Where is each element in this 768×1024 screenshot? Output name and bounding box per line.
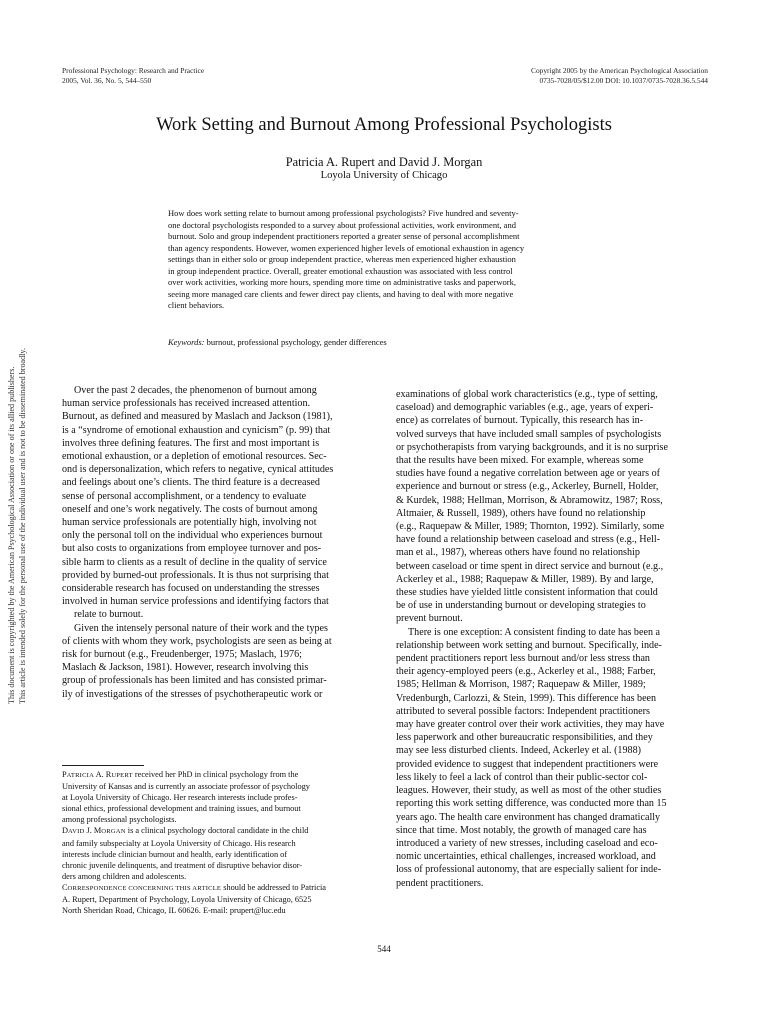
abstract-line: settings than in either solo or group independent practice, whereas men experienced higher exhaustion [168, 254, 516, 265]
body-line: since that time. Most notably, the growth of managed care has [396, 824, 647, 836]
body-line: relate to burnout. [74, 609, 144, 621]
body-line: involved in human service professions and identifying factors that [62, 596, 329, 608]
note-line: chronic juvenile delinquents, and treatment of disruptive behavior disor- [62, 860, 303, 870]
note-line: North Sheridan Road, Chicago, IL 60626. E-mail: prupert@luc.edu [62, 906, 286, 916]
body-line: volved surveys that have included small samples of psychologists [396, 428, 662, 440]
body-line: considerable research has focused on understanding the stresses [62, 583, 320, 595]
keywords-label: Keywords: [168, 337, 205, 347]
body-line: may see less disturbed clients. Indeed, Ackerley et al. (1988) [396, 745, 641, 757]
body-line: less paperwork and other bureaucratic responsibilities, and they [396, 732, 653, 744]
abstract-line: seeing more managed care clients and fewer direct pay clients, and having to deal with more negative [168, 288, 514, 299]
body-line: of clients with whom they work, psychologists are seen as being at [62, 635, 332, 647]
body-line: or psychotherapists from varying backgrounds, and it is no surprise [396, 441, 668, 453]
body-line: relationship between work setting and burnout. Specifically, inde- [396, 639, 662, 651]
correspondence-first-line: CORRESPONDENCE CONCERNING THIS ARTICLE should be addressed to Patricia [62, 882, 326, 892]
keywords [168, 337, 604, 348]
volume-info: 2005, Vol. 36, No. 5, 544–550 [62, 75, 152, 85]
body-line: human service professionals are potentially high, involving not [62, 517, 317, 529]
body-line: Given the intensely personal nature of their work and the types [74, 622, 328, 634]
body-line: & Kurdek, 1988; Hellman, Morrison, & Abramowitz, 1987; Ross, [396, 494, 663, 506]
body-line: be of use in understanding burnout or developing strategies to [396, 600, 646, 612]
body-line: studies have found a negative correlation between age or years of [396, 468, 661, 480]
body-line: have found a relationship between caseload and stress (e.g., Hell- [396, 534, 661, 546]
body-line: ence) as correlates of burnout. Typically, this research has in- [396, 415, 644, 427]
body-line: may have greater control over their work activities, they may have [396, 719, 665, 731]
body-line: less likely to feel a lack of control than their public-sector col- [396, 771, 648, 783]
body-line: caseload) and demographic variables (e.g., age, years of experi- [396, 402, 654, 414]
note-line: and family subspecialty at Loyola University of Chicago. His research [62, 838, 296, 848]
morgan-note-first-line: DAVID J. MORGAN is a clinical psychology doctoral candidate in the child [62, 826, 309, 836]
keywords-list: burnout, professional psychology, gender differences [204, 337, 387, 347]
body-column-right [396, 388, 708, 890]
side-notice-line: This article is intended solely for the personal use of the individual user and is not to be disseminated broadly. [18, 348, 27, 704]
body-line: sible harm to clients as a result of decline in the quality of service [62, 556, 327, 568]
body-line: Vredenburgh, Carlozzi, & Stein, 1999). This difference has been [396, 692, 657, 704]
body-line: ond is depersonalization, which refers to negative, cynical attitudes [62, 464, 334, 476]
article-title: Work Setting and Burnout Among Professional Psychologists [156, 115, 612, 135]
body-line: introduced a variety of new stresses, including caseload and eco- [396, 837, 658, 849]
abstract [168, 208, 604, 312]
body-line: provided evidence to suggest that independent practitioners were [396, 758, 659, 770]
journal-name: Professional Psychology: Research and Practice [62, 66, 205, 75]
body-line: pendent practitioners. [396, 877, 484, 889]
note-line: A. Rupert, Department of Psychology, Loyola University of Chicago, 6525 [62, 895, 312, 905]
copyright-side-notice [6, 284, 28, 704]
copyright-line: Copyright 2005 by the American Psychological Association [531, 66, 708, 75]
body-line: group of professionals has been limited and has consisted primar- [62, 675, 327, 687]
body-line: their agency-employed peers (e.g., Ackerley et al., 1988; Farber, [396, 666, 656, 678]
body-line: pendent practitioners report less burnout and/or less stress than [396, 653, 650, 665]
body-line: man et al., 1987), whereas others have found no relationship [396, 547, 640, 559]
note-line: ders among children and adolescents. [62, 871, 187, 881]
body-line: oneself and one’s work negatively. The costs of burnout among [62, 503, 318, 515]
body-line: only the personal toll on the individual who experiences burnout [62, 530, 323, 542]
body-line: Burnout, as defined and measured by Maslach and Jackson (1981), [62, 411, 333, 423]
body-line: (e.g., Raquepaw & Miller, 1989; Thornton, 1992). Similarly, some [396, 521, 665, 533]
abstract-line: burnout. Solo and group independent practitioners reported a greater sense of personal accomplishment [168, 231, 520, 242]
abstract-line: over work activities, working more hours, spending more time on administrative tasks and paperwork, [168, 277, 516, 288]
article-authors: Patricia A. Rupert and David J. Morgan [285, 155, 483, 169]
abstract-line: one doctoral psychologists responded to a survey about professional activities, work environment, and [168, 219, 516, 230]
body-line: emotional exhaustion, or a depletion of emotional resources. Sec- [62, 451, 327, 463]
body-line: risk for burnout (e.g., Freudenberger, 1975; Maslach, 1976; [62, 649, 302, 661]
footnote-rule [62, 765, 144, 766]
note-line: interests include clinician burnout and health, early identification of [62, 849, 288, 859]
body-line: reporting this work setting difference, was conducted more than 15 [396, 798, 667, 810]
body-line: is a “syndrome of emotional exhaustion and cynicism” (p. 99) that [62, 424, 331, 436]
body-line: ily of investigations of the stresses of psychotherapeutic work or [62, 688, 323, 700]
body-line: Over the past 2 decades, the phenomenon of burnout among [74, 385, 317, 396]
body-line: examinations of global work characteristics (e.g., type of setting, [396, 389, 658, 400]
abstract-line: How does work setting relate to burnout among professional psychologists? Five hundred and seventy- [168, 208, 519, 218]
body-line: between caseload or time spent in direct service and burnout (e.g., [396, 560, 664, 572]
body-line: prevent burnout. [396, 613, 463, 625]
note-line: sional ethics, professional development and training issues, and burnout [62, 804, 301, 814]
body-line: 1985; Hellman & Morrison, 1987; Raquepaw & Miller, 1989; [396, 679, 646, 691]
body-line: that the results have been mixed. For example, whereas some [396, 455, 644, 467]
body-line: human service professionals has received increased attention. [62, 398, 311, 410]
note-line: among professional psychologists. [62, 815, 177, 825]
body-line: involves three defining features. The first and most important is [62, 437, 320, 449]
page-number: 544 [377, 944, 391, 954]
doi-line: 0735-7028/05/$12.00 DOI: 10.1037/0735-7028.36.5.544 [539, 75, 708, 85]
body-column-left [62, 384, 374, 701]
body-line: provided by burned-out professionals. It is thus not surprising that [62, 569, 329, 581]
rupert-note-first-line: PATRICIA A. RUPERT received her PhD in clinical psychology from the [62, 770, 299, 779]
abstract-line: in group independent practice. Overall, greater emotional exhaustion was associated with less control [168, 265, 513, 276]
side-notice-line: This document is copyrighted by the American Psychological Association or one of its allied publishers. [7, 366, 16, 704]
body-line: experience and burnout or stress (e.g., Ackerley, Burnell, Holder, [396, 481, 659, 493]
author-notes [62, 769, 374, 916]
body-line: Ackerley et al., 1988; Raquepaw & Miller, 1989). By and large, [396, 573, 654, 585]
running-header-left [62, 66, 204, 85]
note-line: at Loyola University of Chicago. Her research interests include profes- [62, 793, 298, 803]
abstract-line: than agency respondents. However, women experienced higher levels of emotional exhaustion in agency [168, 242, 525, 253]
body-line: but also costs to organizations from employee turnover and pos- [62, 543, 322, 555]
note-line: University of Kansas and is currently an associate professor of psychology [62, 782, 310, 792]
author-affiliation: Loyola University of Chicago [320, 170, 448, 181]
running-header-right [470, 66, 708, 85]
body-line: attributed to several possible factors: Independent practitioners [396, 705, 650, 717]
body-line: nomic uncertainties, ethical challenges, increased workload, and [396, 851, 656, 863]
body-line: There is one exception: A consistent finding to date has been a [408, 626, 660, 638]
abstract-line: client behaviors. [168, 300, 225, 311]
body-line: Maslach & Jackson, 1981). However, research involving this [62, 662, 309, 674]
body-line: leagues. However, their study, as well as most of the other studies [396, 785, 662, 797]
body-line: loss of professional autonomy, that are especially salient for inde- [396, 864, 662, 876]
body-line: and feelings about one’s clients. The third feature is a decreased [62, 477, 320, 489]
body-line: these studies have yielded little consistent information that could [396, 587, 658, 599]
body-line: Altmaier, & Russell, 1989), others have found no relationship [396, 507, 646, 519]
body-line: years ago. The health care environment has changed dramatically [396, 811, 661, 823]
body-line: sense of personal accomplishment, or a tendency to evaluate [62, 490, 307, 502]
